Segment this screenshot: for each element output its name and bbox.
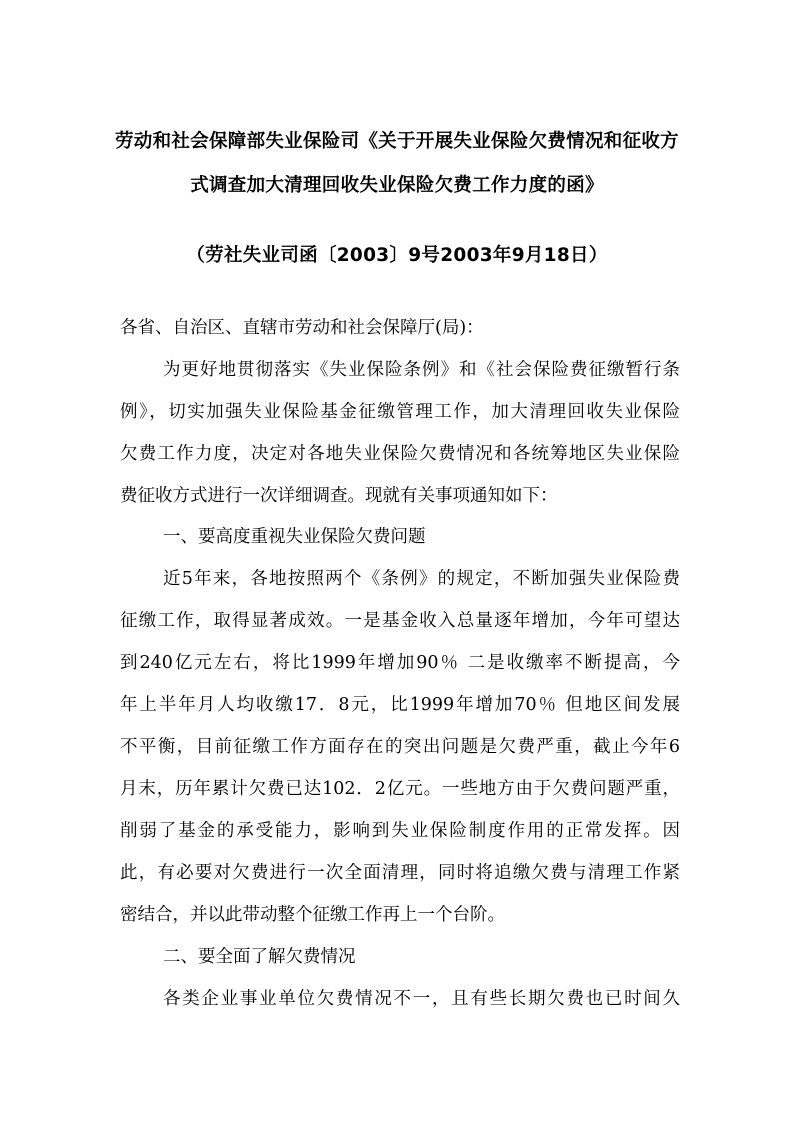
salutation: 各省、自治区、直辖市劳动和社会保障厅(局)：: [120, 318, 484, 338]
document-title-line-2: 式调查加大清理回收失业保险欠费工作力度的函》: [190, 175, 604, 196]
body-line: 月末，历年累计欠费已达102．2亿元。一些地方由于欠费问题严重，: [120, 779, 680, 799]
body-line: 此，有必要对欠费进行一次全面清理，同时将追缴欠费与清理工作紧: [120, 863, 680, 883]
body-line: 征缴工作，取得显著成效。一是基金收入总量逐年增加，今年可望达: [120, 611, 680, 631]
body-line: 费征收方式进行一次详细调查。现就有关事项通知如下：: [120, 486, 558, 506]
body-line: 为更好地贯彻落实《失业保险条例》和《社会保险费征缴暂行条: [163, 360, 680, 380]
document-subtitle: （劳社失业司函〔2003〕9号2003年9月18日）: [186, 245, 608, 266]
body-line: 各类企业事业单位欠费情况不一，且有些长期欠费也已时间久: [163, 989, 680, 1009]
body-line: 欠费工作力度，决定对各地失业保险欠费情况和各统筹地区失业保险: [120, 444, 680, 464]
body-line: 到240亿元左右，将比1999年增加90％ 二是收缴率不断提高，今: [120, 653, 680, 673]
body-line: 密结合，并以此带动整个征缴工作再上一个台阶。: [120, 905, 505, 925]
body-line: 近5年来，各地按照两个《条例》的规定，不断加强失业保险费: [163, 569, 680, 589]
body-line: 年上半年月人均收缴17．8元，比1999年增加70％ 但地区间发展: [120, 695, 680, 715]
body-line: 削弱了基金的承受能力，影响到失业保险制度作用的正常发挥。因: [120, 821, 680, 841]
body-line: 不平衡，目前征缴工作方面存在的突出问题是欠费严重，截止今年6: [120, 737, 680, 757]
body-line: 例》，切实加强失业保险基金征缴管理工作，加大清理回收失业保险: [120, 402, 680, 422]
section-heading-2: 二、要全面了解欠费情况: [163, 947, 356, 967]
document-title-line-1: 劳动和社会保障部失业保险司《关于开展失业保险欠费情况和征收方: [114, 131, 679, 152]
section-heading-1: 一、要高度重视失业保险欠费问题: [163, 527, 426, 547]
